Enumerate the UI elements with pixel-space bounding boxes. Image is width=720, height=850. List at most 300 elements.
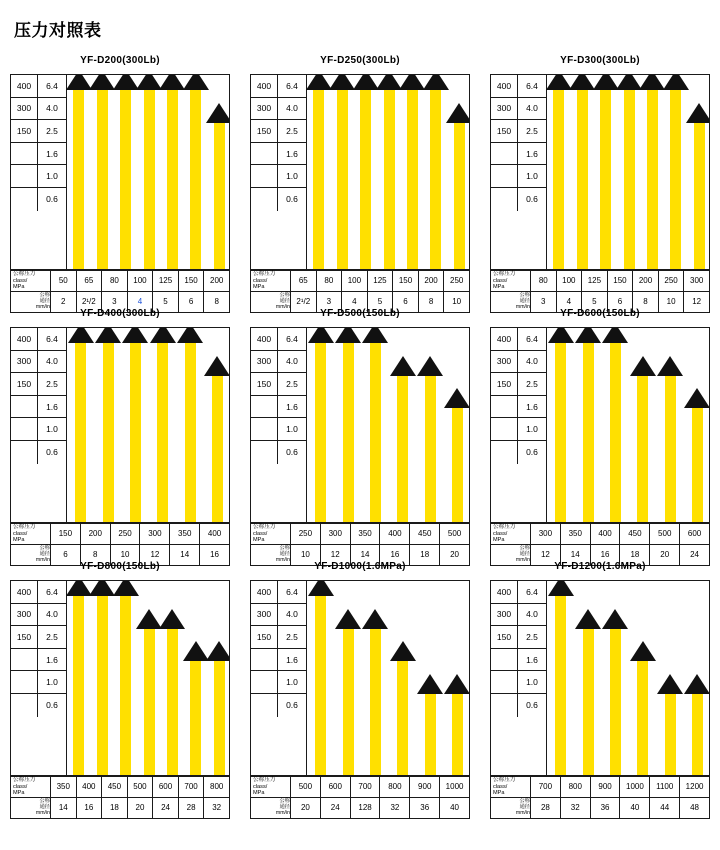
y-axis-mpa-label: 1.6 bbox=[526, 401, 538, 412]
y-axis-row bbox=[251, 98, 306, 121]
bar bbox=[694, 123, 705, 270]
row-header-line3: MPa bbox=[253, 537, 265, 544]
diameter-cell: 8 bbox=[80, 545, 110, 566]
pressure-cell: 150 bbox=[51, 524, 81, 545]
bar-cap-triangle-icon bbox=[630, 356, 656, 376]
bar bbox=[73, 90, 84, 270]
chart-cell bbox=[240, 561, 480, 814]
row-header-line3: MPa bbox=[493, 537, 505, 544]
pressure-cell: 250 bbox=[291, 524, 321, 545]
pressure-cell: 450 bbox=[102, 777, 128, 798]
y-axis-row bbox=[251, 120, 306, 143]
y-axis-class-label bbox=[491, 671, 518, 693]
y-axis-mpa-label: 1.6 bbox=[526, 654, 538, 665]
pressure-cell: 800 bbox=[560, 777, 590, 798]
row-header-line1: 公称压力 bbox=[493, 777, 516, 784]
y-axis bbox=[11, 328, 67, 522]
y-axis-class-label: 400 bbox=[491, 328, 518, 350]
bar-cap-triangle-icon bbox=[417, 674, 443, 694]
y-axis-class-label: 300 bbox=[11, 351, 38, 373]
y-axis-row bbox=[251, 351, 306, 374]
bar bbox=[73, 596, 84, 776]
bar bbox=[670, 90, 681, 270]
pressure-cell: 900 bbox=[410, 777, 440, 798]
y-axis-class-label: 150 bbox=[491, 373, 518, 395]
bar bbox=[214, 123, 225, 270]
chart-plot-area bbox=[250, 580, 470, 776]
y-axis-row bbox=[491, 75, 546, 98]
pressure-cell: 125 bbox=[367, 271, 393, 292]
y-axis-row bbox=[491, 188, 546, 211]
y-axis-class-label bbox=[11, 143, 38, 165]
y-axis-class-label bbox=[11, 418, 38, 440]
diameter-cell: 16 bbox=[380, 545, 410, 566]
row-header-line2: class/ bbox=[253, 783, 268, 790]
row-header-line3: MPa bbox=[493, 284, 505, 291]
pressure-cell: 300 bbox=[684, 271, 710, 292]
y-axis-mpa-label: 2.5 bbox=[526, 631, 538, 642]
pressure-cell: 300 bbox=[140, 524, 170, 545]
bar-cap-triangle-icon bbox=[616, 74, 642, 90]
y-axis-row bbox=[251, 441, 306, 464]
pressure-cell: 700 bbox=[178, 777, 204, 798]
y-axis-mpa-label: 1.6 bbox=[46, 401, 58, 412]
y-axis-mpa-label: 2.5 bbox=[286, 631, 298, 642]
y-axis-mpa-label: 6.4 bbox=[286, 80, 298, 91]
y-axis-row bbox=[491, 418, 546, 441]
y-axis-row bbox=[491, 143, 546, 166]
diameter-cell: 3 bbox=[102, 292, 128, 313]
chart-cell bbox=[0, 55, 240, 308]
diameter-cell: 44 bbox=[650, 798, 680, 819]
pressure-cell: 300 bbox=[531, 524, 561, 545]
bar-cap-triangle-icon bbox=[390, 641, 416, 661]
bar bbox=[452, 408, 463, 523]
chart-data-table bbox=[490, 270, 710, 313]
chart-title: YF-D800(150Lb) bbox=[80, 561, 160, 572]
bar bbox=[555, 343, 566, 523]
bar-cap-triangle-icon bbox=[399, 74, 425, 90]
bar bbox=[144, 629, 155, 776]
row-header-line2: class/ bbox=[13, 277, 28, 284]
y-axis-mpa-label: 0.6 bbox=[286, 194, 298, 205]
y-axis-row bbox=[11, 373, 66, 396]
pressure-cell: 500 bbox=[291, 777, 321, 798]
y-axis-class-label bbox=[491, 396, 518, 418]
y-axis-row bbox=[491, 165, 546, 188]
bar-cap-triangle-icon bbox=[602, 609, 628, 629]
row-header-diameter: 公称 通径 mm/in bbox=[491, 798, 531, 819]
diameter-cell: 20 bbox=[127, 798, 153, 819]
row-header-line1: 公称压力 bbox=[253, 777, 276, 784]
bar bbox=[97, 596, 108, 776]
bar bbox=[343, 629, 354, 776]
diameter-cell: 10 bbox=[110, 545, 140, 566]
y-axis-mpa-label: 1.0 bbox=[46, 424, 58, 435]
y-axis-mpa-label: 1.6 bbox=[46, 654, 58, 665]
y-axis-class-label: 150 bbox=[251, 120, 278, 142]
bar-cap-triangle-icon bbox=[113, 580, 139, 596]
pressure-cell: 1000 bbox=[440, 777, 470, 798]
diameter-cell: 32 bbox=[204, 798, 230, 819]
bar bbox=[120, 596, 131, 776]
y-axis-row bbox=[251, 418, 306, 441]
y-axis-class-label: 300 bbox=[491, 98, 518, 120]
chart-plot-area bbox=[490, 580, 710, 776]
pressure-cell: 100 bbox=[556, 271, 582, 292]
y-axis bbox=[491, 328, 547, 522]
y-axis-mpa-label: 1.6 bbox=[526, 148, 538, 159]
bar-cap-triangle-icon bbox=[204, 356, 230, 376]
pressure-cell: 250 bbox=[444, 271, 470, 292]
y-axis-class-label bbox=[11, 396, 38, 418]
y-axis-class-label bbox=[251, 671, 278, 693]
chart-cell bbox=[480, 561, 720, 814]
pressure-cell: 700 bbox=[350, 777, 380, 798]
y-axis-class-label bbox=[491, 418, 518, 440]
diameter-cell: 28 bbox=[531, 798, 561, 819]
y-axis-class-label bbox=[11, 694, 38, 717]
pressure-cell: 700 bbox=[531, 777, 561, 798]
diameter-cell: 24 bbox=[153, 798, 179, 819]
chart-title: YF-D250(300Lb) bbox=[320, 55, 400, 66]
diameter-cell: 18 bbox=[410, 545, 440, 566]
y-axis-class-label bbox=[251, 143, 278, 165]
bar bbox=[167, 90, 178, 270]
bar-cap-triangle-icon bbox=[548, 580, 574, 596]
y-axis-row bbox=[11, 75, 66, 98]
y-axis-class-label bbox=[251, 418, 278, 440]
y-axis-class-label bbox=[251, 694, 278, 717]
bar bbox=[407, 90, 418, 270]
bar bbox=[583, 629, 594, 776]
y-axis-mpa-label: 4.0 bbox=[46, 356, 58, 367]
y-axis-class-label: 400 bbox=[11, 581, 38, 603]
diameter-cell: 28 bbox=[178, 798, 204, 819]
bar-cap-triangle-icon bbox=[95, 327, 121, 343]
y-axis-row bbox=[11, 143, 66, 166]
y-axis-row bbox=[491, 441, 546, 464]
y-axis-row bbox=[11, 604, 66, 627]
row-header-line2: class/ bbox=[493, 530, 508, 537]
y-axis-class-label: 400 bbox=[251, 328, 278, 350]
diameter-cell: 14 bbox=[51, 798, 77, 819]
row-header-diameter: 公称 通径 mm/in bbox=[491, 545, 531, 566]
diameter-cell: 5 bbox=[582, 292, 608, 313]
diameter-cell: 16 bbox=[76, 798, 102, 819]
diameter-cell: 4 bbox=[127, 292, 153, 313]
y-axis-mpa-label: 4.0 bbox=[46, 609, 58, 620]
chart-cell bbox=[480, 55, 720, 308]
chart-grid bbox=[0, 55, 720, 814]
y-axis-row bbox=[251, 581, 306, 604]
row-header-line2: class/ bbox=[13, 783, 28, 790]
y-axis-row bbox=[11, 98, 66, 121]
y-axis-class-label bbox=[251, 188, 278, 211]
y-axis-class-label: 400 bbox=[11, 328, 38, 350]
row-header-pressure bbox=[491, 271, 531, 292]
bar-cap-triangle-icon bbox=[89, 74, 115, 90]
y-axis-class-label: 400 bbox=[491, 75, 518, 97]
bar bbox=[313, 90, 324, 270]
bar bbox=[647, 90, 658, 270]
chart-plot-area bbox=[490, 327, 710, 523]
y-axis-class-label bbox=[251, 165, 278, 187]
row-header-pressure bbox=[251, 777, 291, 798]
diameter-cell: 2¹/2 bbox=[76, 292, 102, 313]
table-row bbox=[491, 524, 710, 545]
bar-cap-triangle-icon bbox=[66, 74, 92, 90]
row-header-line1: 公称压力 bbox=[493, 271, 516, 278]
bar bbox=[553, 90, 564, 270]
bar-cap-triangle-icon bbox=[353, 74, 379, 90]
bar bbox=[637, 376, 648, 523]
pressure-cell: 400 bbox=[200, 524, 230, 545]
bar bbox=[425, 694, 436, 776]
y-axis-mpa-label: 1.0 bbox=[526, 424, 538, 435]
chart-plot-area bbox=[10, 580, 230, 776]
row-header-line3: MPa bbox=[493, 790, 505, 797]
bar-cap-triangle-icon bbox=[68, 327, 94, 343]
pressure-cell: 200 bbox=[204, 271, 230, 292]
row-header-line2: class/ bbox=[253, 530, 268, 537]
diameter-cell: 18 bbox=[620, 545, 650, 566]
bar bbox=[610, 343, 621, 523]
chart-data-table bbox=[250, 270, 470, 313]
y-axis-row bbox=[491, 604, 546, 627]
pressure-cell: 125 bbox=[582, 271, 608, 292]
bar-cap-triangle-icon bbox=[569, 74, 595, 90]
y-axis-class-label bbox=[11, 165, 38, 187]
diameter-cell: 14 bbox=[350, 545, 380, 566]
y-axis-class-label bbox=[11, 671, 38, 693]
pressure-cell: 250 bbox=[110, 524, 140, 545]
pressure-cell: 350 bbox=[51, 777, 77, 798]
y-axis-mpa-label: 0.6 bbox=[526, 447, 538, 458]
diameter-cell: 5 bbox=[367, 292, 393, 313]
y-axis-class-label: 150 bbox=[11, 626, 38, 648]
y-axis-mpa-label: 6.4 bbox=[286, 333, 298, 344]
pressure-cell: 1000 bbox=[620, 777, 650, 798]
chart-cell bbox=[0, 308, 240, 561]
bars-container bbox=[547, 75, 709, 269]
y-axis-mpa-label: 0.6 bbox=[46, 447, 58, 458]
pressure-cell: 400 bbox=[380, 524, 410, 545]
row-header-line1: 公称压力 bbox=[493, 524, 516, 531]
y-axis-mpa-label: 6.4 bbox=[46, 80, 58, 91]
diameter-cell: 18 bbox=[102, 798, 128, 819]
y-axis-row bbox=[491, 649, 546, 672]
y-axis-mpa-label: 0.6 bbox=[286, 700, 298, 711]
y-axis-row bbox=[11, 649, 66, 672]
chart-plot-area bbox=[10, 327, 230, 523]
bar-cap-triangle-icon bbox=[444, 674, 470, 694]
y-axis-mpa-label: 0.6 bbox=[526, 194, 538, 205]
pressure-cell: 350 bbox=[560, 524, 590, 545]
chart-title: YF-D600(150Lb) bbox=[560, 308, 640, 319]
y-axis-row bbox=[491, 120, 546, 143]
y-axis-class-label: 300 bbox=[491, 351, 518, 373]
diameter-cell: 2¹/2 bbox=[291, 292, 317, 313]
pressure-cell: 500 bbox=[127, 777, 153, 798]
bar bbox=[370, 343, 381, 523]
pressure-cell: 125 bbox=[153, 271, 179, 292]
pressure-cell: 450 bbox=[410, 524, 440, 545]
diameter-cell: 20 bbox=[650, 545, 680, 566]
bars-container bbox=[307, 581, 469, 775]
diameter-cell: 24 bbox=[680, 545, 710, 566]
table-row bbox=[11, 798, 230, 819]
bar-cap-triangle-icon bbox=[362, 609, 388, 629]
bar-cap-triangle-icon bbox=[206, 641, 230, 661]
y-axis bbox=[491, 581, 547, 775]
y-axis-mpa-label: 0.6 bbox=[46, 194, 58, 205]
table-row bbox=[11, 524, 230, 545]
bar-cap-triangle-icon bbox=[417, 356, 443, 376]
y-axis-mpa-label: 0.6 bbox=[46, 700, 58, 711]
bar bbox=[583, 343, 594, 523]
y-axis-mpa-label: 1.6 bbox=[286, 654, 298, 665]
bar bbox=[185, 343, 196, 523]
y-axis-row bbox=[251, 671, 306, 694]
y-axis bbox=[251, 328, 307, 522]
y-axis-row bbox=[251, 604, 306, 627]
bar bbox=[315, 343, 326, 523]
bars-container bbox=[547, 581, 709, 775]
diameter-cell: 16 bbox=[590, 545, 620, 566]
bar-cap-triangle-icon bbox=[362, 327, 388, 343]
bar-cap-triangle-icon bbox=[308, 580, 334, 596]
y-axis-row bbox=[11, 418, 66, 441]
y-axis-row bbox=[251, 143, 306, 166]
y-axis-class-label bbox=[11, 441, 38, 464]
y-axis-mpa-label: 4.0 bbox=[526, 609, 538, 620]
y-axis-mpa-label: 4.0 bbox=[526, 356, 538, 367]
y-axis-mpa-label: 1.0 bbox=[526, 677, 538, 688]
table-row bbox=[11, 271, 230, 292]
y-axis-class-label bbox=[11, 649, 38, 671]
y-axis-class-label: 300 bbox=[251, 604, 278, 626]
y-axis-mpa-label: 6.4 bbox=[286, 586, 298, 597]
chart-cell bbox=[240, 308, 480, 561]
diameter-cell: 5 bbox=[153, 292, 179, 313]
chart-data-table bbox=[490, 523, 710, 566]
row-header-line2: class/ bbox=[493, 783, 508, 790]
pressure-cell: 65 bbox=[76, 271, 102, 292]
y-axis-class-label bbox=[491, 165, 518, 187]
y-axis-mpa-label: 2.5 bbox=[46, 631, 58, 642]
y-axis-mpa-label: 2.5 bbox=[46, 125, 58, 136]
y-axis-row bbox=[251, 328, 306, 351]
pressure-cell: 600 bbox=[320, 777, 350, 798]
chart-cell bbox=[240, 55, 480, 308]
pressure-cell: 250 bbox=[658, 271, 684, 292]
diameter-cell: 36 bbox=[590, 798, 620, 819]
bar bbox=[430, 90, 441, 270]
row-header-pressure bbox=[491, 777, 531, 798]
diameter-cell: 32 bbox=[380, 798, 410, 819]
y-axis-row bbox=[11, 626, 66, 649]
y-axis-class-label bbox=[251, 649, 278, 671]
bar bbox=[370, 629, 381, 776]
bar bbox=[577, 90, 588, 270]
bar bbox=[212, 376, 223, 523]
chart-data-table bbox=[250, 523, 470, 566]
pressure-cell: 350 bbox=[170, 524, 200, 545]
diameter-cell: 32 bbox=[560, 798, 590, 819]
bar bbox=[665, 376, 676, 523]
pressure-cell: 80 bbox=[316, 271, 342, 292]
diameter-cell: 12 bbox=[684, 292, 710, 313]
pressure-cell: 200 bbox=[418, 271, 444, 292]
row-header-line1: 公称压力 bbox=[13, 524, 36, 531]
y-axis-row bbox=[11, 165, 66, 188]
diameter-cell: 2 bbox=[51, 292, 77, 313]
y-axis-class-label: 150 bbox=[11, 373, 38, 395]
pressure-cell: 200 bbox=[633, 271, 659, 292]
y-axis-mpa-label: 2.5 bbox=[286, 378, 298, 389]
row-header-line2: class/ bbox=[493, 277, 508, 284]
bar-cap-triangle-icon bbox=[183, 641, 209, 661]
y-axis-class-label: 150 bbox=[11, 120, 38, 142]
bar bbox=[600, 90, 611, 270]
bar-cap-triangle-icon bbox=[446, 103, 470, 123]
y-axis-mpa-label: 4.0 bbox=[46, 103, 58, 114]
bar-cap-triangle-icon bbox=[423, 74, 449, 90]
bar bbox=[103, 343, 114, 523]
y-axis-row bbox=[491, 694, 546, 717]
chart-title: YF-D300(300Lb) bbox=[560, 55, 640, 66]
y-axis-class-label bbox=[11, 188, 38, 211]
bar-cap-triangle-icon bbox=[335, 327, 361, 343]
y-axis-mpa-label: 1.0 bbox=[46, 677, 58, 688]
table-row bbox=[251, 524, 470, 545]
y-axis-class-label bbox=[491, 694, 518, 717]
chart-plot-area bbox=[490, 74, 710, 270]
diameter-cell: 4 bbox=[342, 292, 368, 313]
bar-cap-triangle-icon bbox=[206, 103, 230, 123]
pressure-cell: 400 bbox=[76, 777, 102, 798]
y-axis bbox=[11, 581, 67, 775]
y-axis-class-label bbox=[251, 396, 278, 418]
row-header-pressure bbox=[491, 524, 531, 545]
row-header-line2: class/ bbox=[13, 530, 28, 537]
diameter-cell: 12 bbox=[531, 545, 561, 566]
pressure-cell: 800 bbox=[380, 777, 410, 798]
y-axis-row bbox=[11, 351, 66, 374]
diameter-cell: 40 bbox=[620, 798, 650, 819]
pressure-cell: 80 bbox=[102, 271, 128, 292]
diameter-cell: 48 bbox=[680, 798, 710, 819]
bar bbox=[384, 90, 395, 270]
row-header-pressure bbox=[11, 271, 51, 292]
bar bbox=[75, 343, 86, 523]
pressure-cell: 600 bbox=[153, 777, 179, 798]
y-axis-row bbox=[491, 626, 546, 649]
bar bbox=[397, 661, 408, 776]
bar-cap-triangle-icon bbox=[657, 674, 683, 694]
bar bbox=[190, 661, 201, 776]
pressure-cell: 200 bbox=[80, 524, 110, 545]
bar-cap-triangle-icon bbox=[183, 74, 209, 90]
y-axis-mpa-label: 6.4 bbox=[46, 333, 58, 344]
row-header-line3: MPa bbox=[253, 790, 265, 797]
bar bbox=[452, 694, 463, 776]
bar bbox=[120, 90, 131, 270]
table-row bbox=[251, 798, 470, 819]
bar bbox=[315, 596, 326, 776]
bar bbox=[692, 408, 703, 523]
